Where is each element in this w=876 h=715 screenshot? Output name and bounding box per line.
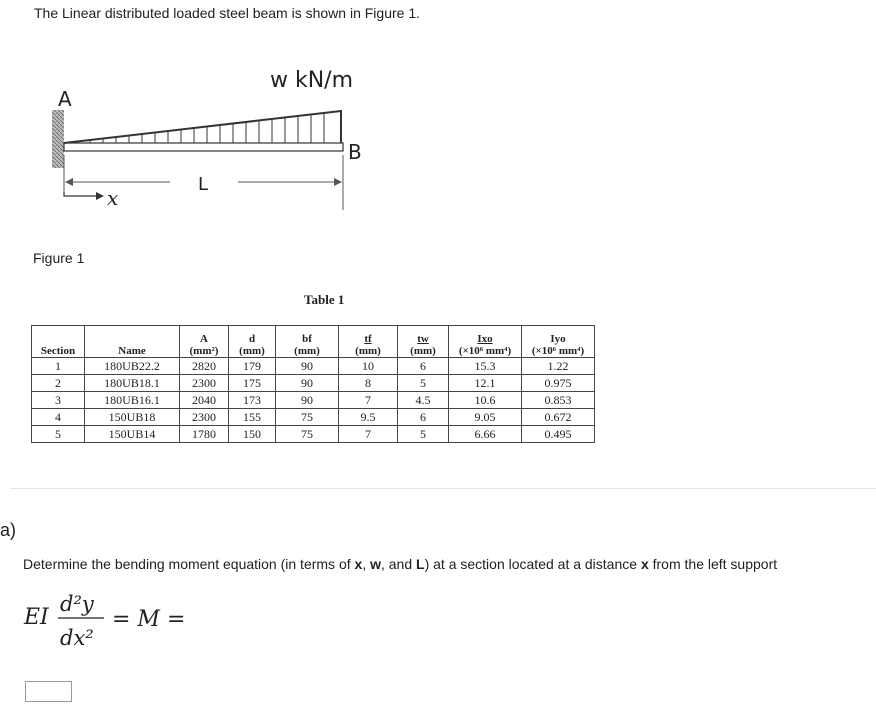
table-cell: 1780 [180,426,229,443]
table-cell: 150UB14 [85,426,180,443]
table-cell: 0.853 [522,392,595,409]
section-divider [10,488,876,489]
table-cell: 2040 [180,392,229,409]
table-row [32,409,595,426]
table-title: Table 1 [304,292,345,307]
table-cell: 2820 [180,358,229,375]
table-cell: 180UB18.1 [85,375,180,392]
table-cell: 9.5 [339,409,398,426]
table-cell: 180UB16.1 [85,392,180,409]
equation-ei: EI [24,605,49,630]
table-cell: 173 [229,392,276,409]
equation-numerator: d²y [60,592,94,616]
part-label: a) [0,520,17,540]
header-tw: tw (mm) [398,326,449,358]
table-cell: 75 [276,409,339,426]
table-cell: 12.1 [449,375,522,392]
table-cell: 0.975 [522,375,595,392]
table-header-row [32,326,595,358]
table-cell: 179 [229,358,276,375]
table-cell: 4 [32,409,85,426]
table-cell: 6 [398,358,449,375]
header-iyo: Iyo (×10⁶ mm⁴) [522,326,595,358]
table-cell: 4.5 [398,392,449,409]
support-label: A [58,87,72,111]
table-cell: 10 [339,358,398,375]
table-cell: 175 [229,375,276,392]
table-cell: 6.66 [449,426,522,443]
header-depth: d (mm) [229,326,276,358]
table-cell: 2300 [180,375,229,392]
table-cell: 6 [398,409,449,426]
header-ixo: Ixo (×10⁶ mm⁴) [449,326,522,358]
moment-equation [22,588,202,658]
table-row [32,392,595,409]
table-row [32,358,595,375]
table-cell: 5 [32,426,85,443]
answer-input[interactable] [25,681,72,702]
beam-figure [0,0,876,250]
table-cell: 75 [276,426,339,443]
table-cell: 90 [276,375,339,392]
length-label: L [198,174,209,195]
beam [64,143,343,151]
table-cell: 5 [398,426,449,443]
table-cell: 1 [32,358,85,375]
table-row [32,375,595,392]
intro-text: The Linear distributed loaded steel beam is shown in Figure 1. [34,5,420,21]
table-cell: 5 [398,375,449,392]
table-cell: 8 [339,375,398,392]
table-cell: 0.672 [522,409,595,426]
load-label: w kN/m [270,68,354,93]
header-bf: bf (mm) [276,326,339,358]
fixed-support [52,110,64,168]
table-cell: 150 [229,426,276,443]
table-row [32,426,595,443]
table-cell: 2300 [180,409,229,426]
header-tf: tf (mm) [339,326,398,358]
table-cell: 90 [276,392,339,409]
header-area: A (mm²) [180,326,229,358]
header-name: Name [85,326,180,358]
table-cell: 0.495 [522,426,595,443]
table-cell: 3 [32,392,85,409]
table-cell: 90 [276,358,339,375]
section-properties-table [31,325,595,443]
table-cell: 9.05 [449,409,522,426]
table-cell: 180UB22.2 [85,358,180,375]
table-cell: 7 [339,392,398,409]
free-end-label: B [348,140,362,164]
question-text: Determine the bending moment equation (in terms of x, w, and L) at a section located at a distance x from the left support [23,556,778,572]
header-section: Section [32,326,85,358]
equation-denominator: dx² [60,626,94,650]
figure-caption: Figure 1 [33,250,85,266]
table-cell: 155 [229,409,276,426]
table-cell: 150UB18 [85,409,180,426]
table-cell: 1.22 [522,358,595,375]
table-cell: 15.3 [449,358,522,375]
load-profile [64,111,341,143]
table-cell: 10.6 [449,392,522,409]
table-cell: 7 [339,426,398,443]
equation-rhs: = M = [112,607,186,632]
x-label: x [107,186,119,210]
table-cell: 2 [32,375,85,392]
